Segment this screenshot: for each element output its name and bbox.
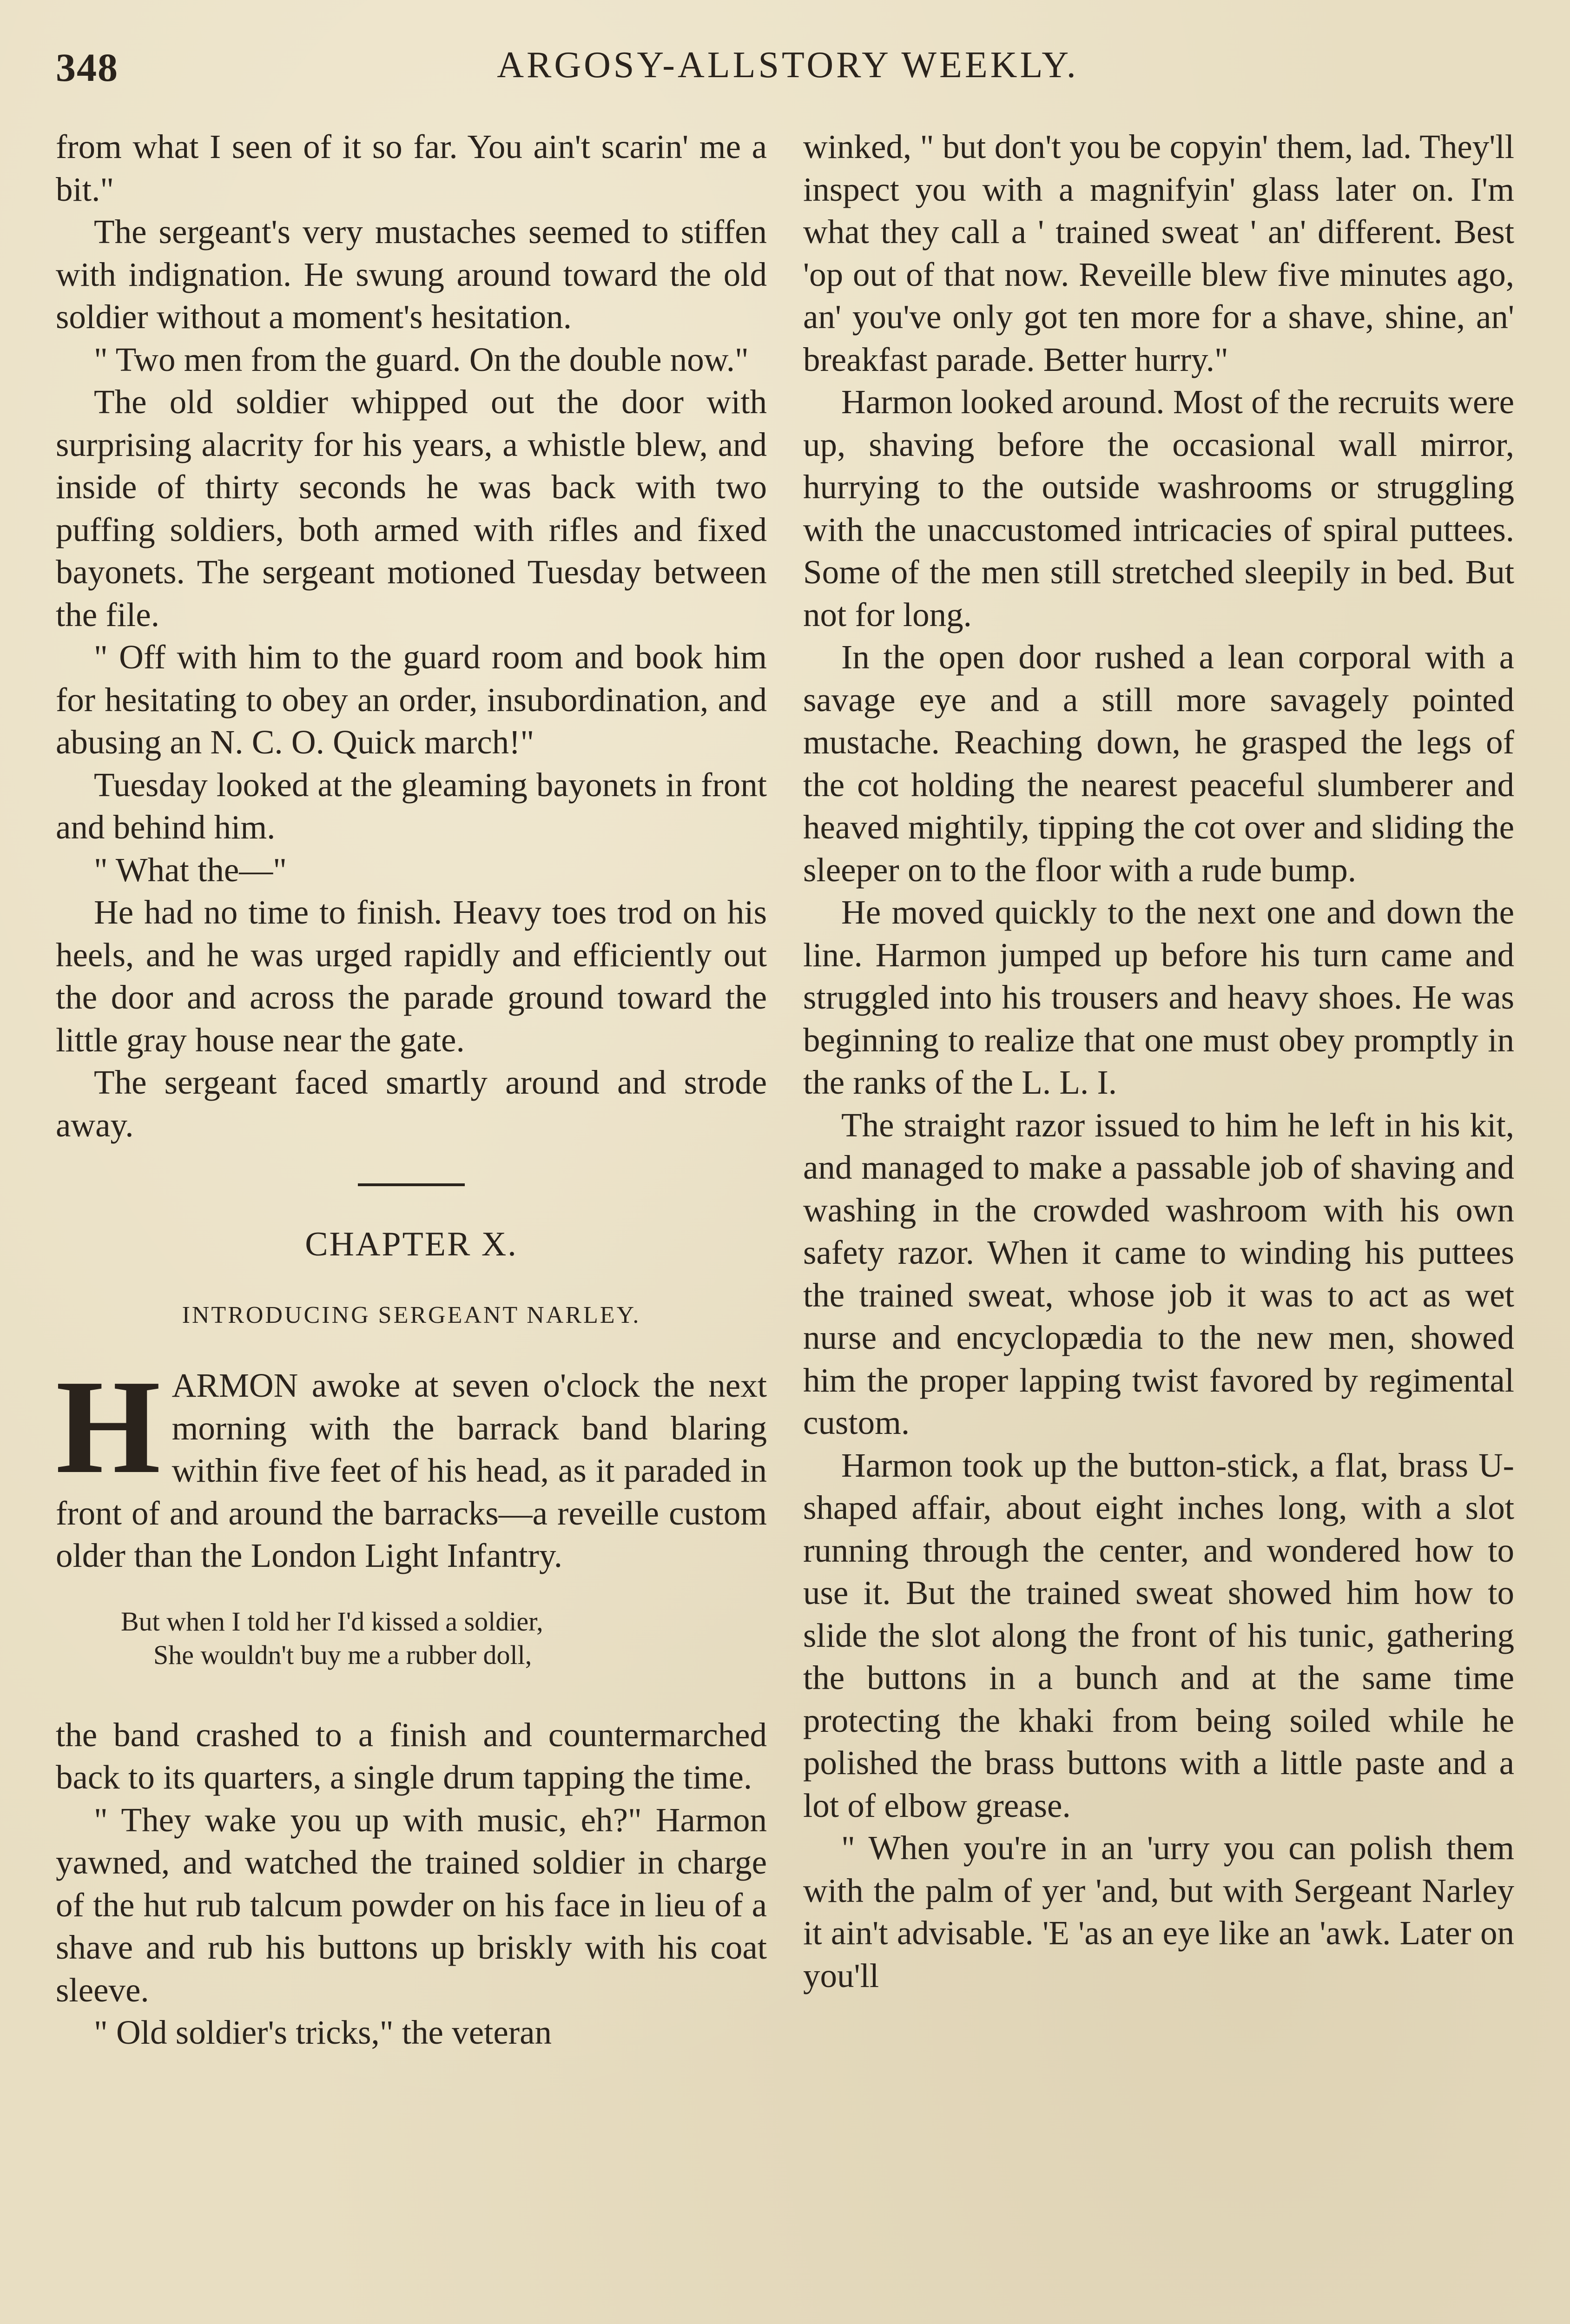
paragraph: " Two men from the guard. On the double now." (94, 340, 749, 378)
page-number: 348 (56, 45, 119, 90)
verse-line: She wouldn't buy me a rubber doll, (153, 1639, 532, 1670)
right-column (803, 125, 1514, 1997)
paragraph: " Off with him to the guard room and book him for hesitating to obey an order, insubordination, and abusing an N. C. O. Quick march!" (56, 638, 767, 761)
paragraph: " When you're in an 'urry you can polish them with the palm of yer 'and, but with Sergeant Narley it ain't advisable. 'E 'as an eye like an 'awk. Later on you'll (803, 1829, 1514, 1994)
paragraph: the band crashed to a finish and countermarched back to its quarters, a single drum tapping the time. (56, 1716, 767, 1796)
drop-cap: H (56, 1352, 161, 1501)
chapter-opening-paragraph (56, 1352, 767, 1577)
left-column (56, 125, 767, 2054)
paragraph: Harmon looked around. Most of the recruits were up, shaving before the occasional wall mirror, hurrying to the outside washrooms or struggling with the unaccustomed intricacies of spiral puttees. Some of the men still stretched sleepily in bed. But not for long. (803, 383, 1514, 634)
running-title: ARGOSY-ALLSTORY WEEKLY. (497, 45, 1079, 86)
paragraph: " They wake you up with music, eh?" Harmon yawned, and watched the trained soldier in charge of the hut rub talcum powder on his face in lieu of a shave and rub his buttons up briskly with his coat sleeve. (56, 1801, 767, 2009)
paragraph: from what I seen of it so far. You ain't scarin' me a bit." (56, 128, 767, 208)
paragraph: He had no time to finish. Heavy toes trod on his heels, and he was urged rapidly and efficiently out the door and across the parade ground toward the little gray house near the gate. (56, 893, 767, 1059)
chapter-subtitle: INTRODUCING SERGEANT NARLEY. (182, 1301, 641, 1328)
paragraph: " What the—" (94, 851, 287, 889)
paragraph: The straight razor issued to him he left in his kit, and managed to make a passable job of shaving and washing in the crowded washroom with his own safety razor. When it came to winding his puttees the trained sweat, whose job it was to act as wet nurse and encyclopædia to the new men, showed him the proper lapping twist favored by regimental custom. (803, 1106, 1514, 1441)
paragraph: The old soldier whipped out the door with surprising alacrity for his years, a whistle blew, and inside of thirty seconds he was back with two puffing soldiers, both armed with rifles and fixed bayonets. The sergeant motioned Tuesday between the file. (56, 383, 767, 634)
paragraph: The sergeant's very mustaches seemed to stiffen with indignation. He swung around toward the old soldier without a moment's hesitation. (56, 213, 767, 336)
paragraph: " Old soldier's tricks," the veteran (94, 2014, 552, 2051)
paragraph: Tuesday looked at the gleaming bayonets in front and behind him. (56, 766, 767, 846)
paragraph: He moved quickly to the next one and down the line. Harmon jumped up before his turn came and struggled into his trousers and heavy shoes. He was beginning to realize that one must obey promptly in the ranks of the L. L. I. (803, 893, 1514, 1101)
verse-line: But when I told her I'd kissed a soldier, (121, 1606, 543, 1637)
opening-text: ARMON awoke at seven o'clock the next morning with the barrack band blaring within five feet of his head, as it paraded in front of and around the barracks—a reveille custom older than the London Light Infantry. (56, 1367, 767, 1574)
paragraph: In the open door rushed a lean corporal with a savage eye and a still more savagely pointed mustache. Reaching down, he grasped the legs of the cot holding the nearest peaceful slumberer and heaved mightily, tipping the cot over and sliding the sleeper on to the floor with a rude bump. (803, 638, 1514, 889)
song-verse (121, 1605, 767, 1672)
chapter-title: CHAPTER X. (305, 1225, 518, 1263)
page-header (56, 44, 1520, 100)
paragraph: Harmon took up the button-stick, a flat, brass U-shaped affair, about eight inches long, with a slot running through the center, and wondered how to use it. But the trained sweat showed him how to slide the slot along the front of his tunic, gathering the buttons in a bunch and at the same time protecting the khaki from being soiled while he polished the brass buttons with a little paste and a lot of elbow grease. (803, 1446, 1514, 1824)
paragraph: The sergeant faced smartly around and strode away. (56, 1063, 767, 1144)
paragraph: winked, " but don't you be copyin' them, lad. They'll inspect you with a magnifyin' glass later on. I'm what they call a ' trained sweat ' an' different. Best 'op out of that now. Reveille blew five minutes ago, an' you've only got ten more for a shave, shine, an' breakfast parade. Better hurry." (803, 128, 1514, 378)
section-divider (358, 1183, 465, 1186)
